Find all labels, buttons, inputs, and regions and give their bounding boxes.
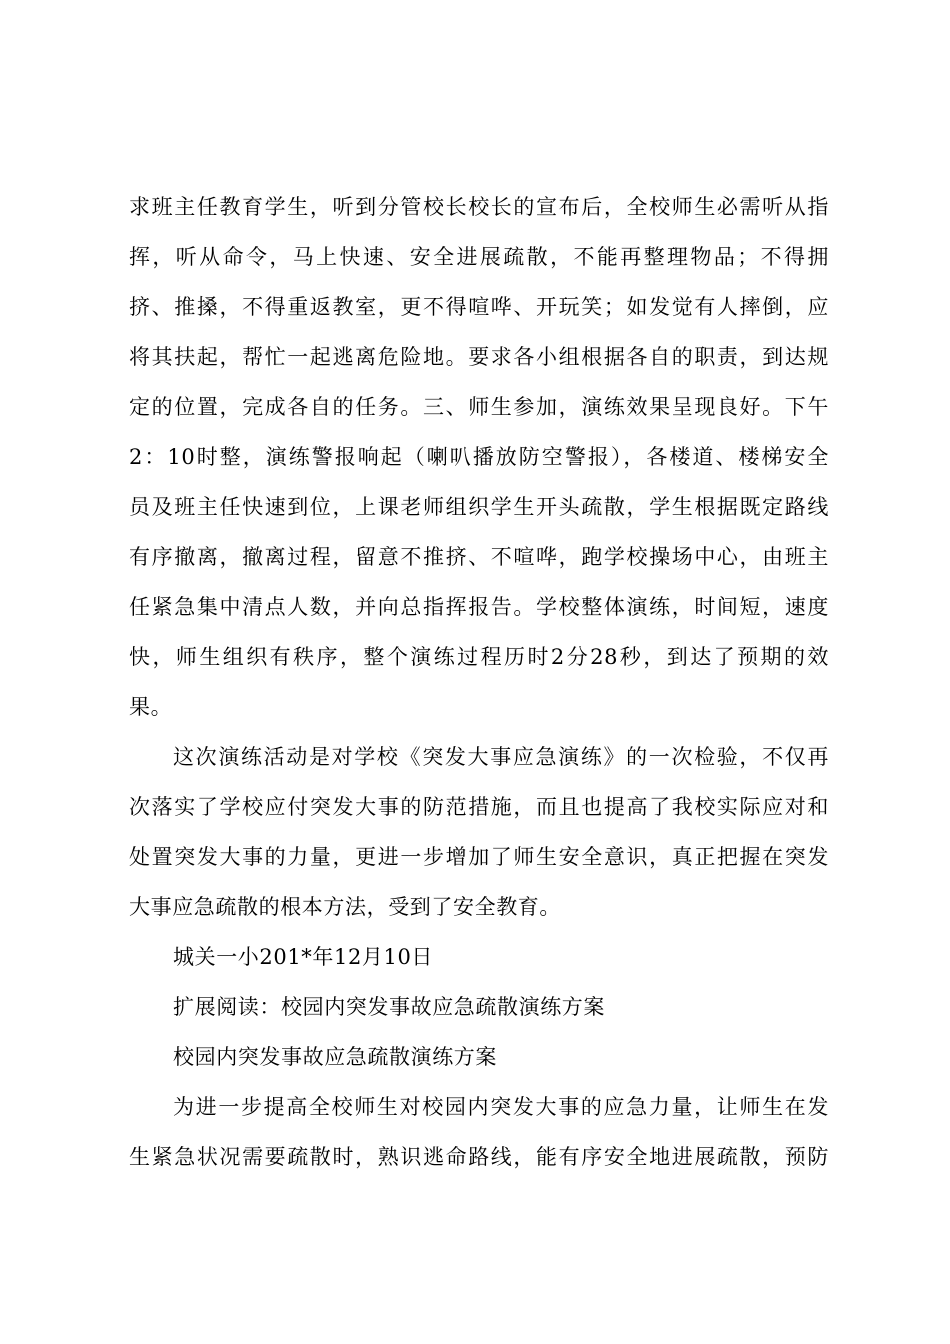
text-line: 求班主任教育学生，听到分管校长校长的宣布后，全校师生必需听从指	[129, 195, 829, 219]
text-line: 2：10时整，演练警报响起（喇叭播放防空警报），各楼道、楼梯安全	[129, 445, 829, 469]
text-line: 生紧急状况需要疏散时，熟识逃命路线，能有序安全地进展疏散，预防	[129, 1145, 829, 1169]
text-line: 员及班主任快速到位，上课老师组织学生开头疏散，学生根据既定路线	[129, 495, 829, 519]
text-line: 次落实了学校应付突发大事的防范措施，而且也提高了我校实际应对和	[129, 795, 829, 819]
paragraph-plan-intro	[129, 1082, 829, 1182]
text-line: 挥，听从命令，马上快速、安全进展疏散，不能再整理物品；不得拥	[129, 245, 829, 269]
text-line: 挤、推搡，不得重返教室，更不得喧哗、开玩笑；如发觉有人摔倒，应	[129, 295, 829, 319]
text-line: 这次演练活动是对学校《突发大事应急演练》的一次检验，不仅再	[173, 745, 829, 769]
paragraph-drill-process	[129, 182, 829, 732]
text-line: 大事应急疏散的根本方法，受到了安全教育。	[129, 895, 561, 919]
section-title: 校园内突发事故应急疏散演练方案	[173, 1045, 497, 1069]
text-line: 果。	[129, 695, 173, 719]
text-line: 为进一步提高全校师生对校园内突发大事的应急力量，让师生在发	[173, 1095, 829, 1119]
text-line: 任紧急集中清点人数，并向总指挥报告。学校整体演练，时间短，速度	[129, 595, 829, 619]
paragraph-summary	[129, 732, 829, 932]
document-body	[129, 182, 829, 1182]
extended-reading-line: 扩展阅读：校园内突发事故应急疏散演练方案	[173, 995, 605, 1019]
text-line: 将其扶起，帮忙一起逃离危险地。要求各小组根据各自的职责，到达规	[129, 345, 829, 369]
text-line: 快，师生组织有秩序，整个演练过程历时2分28秒，到达了预期的效	[129, 645, 829, 669]
text-line: 有序撤离，撤离过程，留意不推挤、不喧哗，跑学校操场中心，由班主	[129, 545, 829, 569]
signature-date-line: 城关一小201*年12月10日	[173, 945, 434, 969]
text-line: 处置突发大事的力量，更进一步增加了师生安全意识，真正把握在突发	[129, 845, 829, 869]
text-line: 定的位置，完成各自的任务。三、师生参加，演练效果呈现良好。下午	[129, 395, 829, 419]
